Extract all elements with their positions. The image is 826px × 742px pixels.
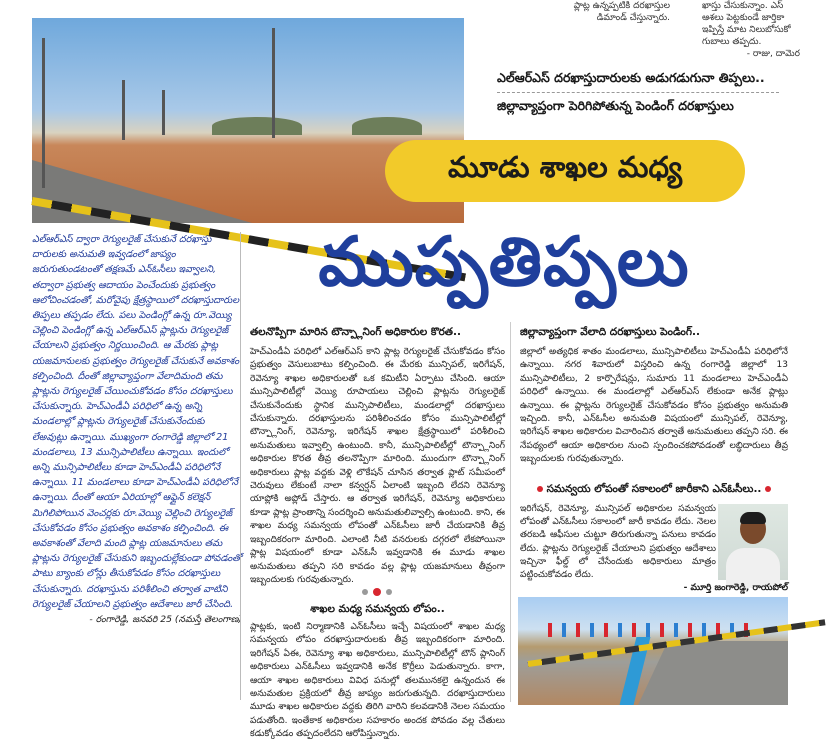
- left-column: [32, 232, 242, 698]
- mid-subhead: శాఖల మధ్య సమన్వయ లోపం..: [310, 603, 445, 615]
- top-right-line: ఆశలు పెట్టకుండే జార్తికా: [702, 13, 785, 23]
- column-divider: [240, 232, 241, 700]
- column-divider: [510, 322, 511, 702]
- main-headline: ముప్పతిప్పలు: [318, 222, 690, 302]
- venture-road-photo: [518, 597, 788, 705]
- top-center-line: ప్లాట్ల ఉన్నప్పటికి దరఖాస్తుల: [573, 1, 670, 11]
- top-right-line: ఖాస్తు చేసుకున్నాం. ఎస్: [702, 1, 784, 11]
- top-center-line: డిమాండ్ చేస్తున్నారు.: [596, 13, 670, 23]
- top-right-line: గుబాలు తప్పదు.: [702, 37, 762, 47]
- dot: [386, 589, 392, 595]
- subhead-line-2: జిల్లావ్యాప్తంగా పెరిగిపోతున్న పెండింగ్ దరఖాస్తులు: [497, 98, 734, 113]
- left-column-text: ఎల్ఆర్ఎస్ ద్వారా రెగ్యులరైజ్ చేసుకునే దరఖాస్తు దారులకు అనుమతి ఇవ్వడంలో జాప్యం జరుగుతుండటంతో తక్షణమే ఎన్ఓసీలు ఇవ్వాలని, తద్వారా ప్రభుత్వ ఆదాయం పెంచేందుకు ప్రభుత్వం ఆలోచించడంతో, మరోవైపు క్షేత్రస్థాయిలో దరఖాస్తుదారుల తిప్పలు తప్పడం లేదు. పలు పెండింగ్లో ఉన్న రూ.వెయ్యి చెల్లించి పెండింగ్లో ఉన్న ఎల్ఆర్ఎస్ ప్లాట్లను రెగ్యులరైజ్ చేయాలని ప్రభుత్వం నిర్ణయించింది. ఆ మేరకు ప్లాట్ల యజమానులకు ప్రభుత్వం రెగ్యులరైజ్ చేసుకునే అవకాశం కల్పించింది. దీంతో జిల్లావ్యాప్తంగా వేలాదిమంది తమ ప్లాట్లను రెగ్యులరైజ్ చేయించుకోవడం కోసం దరఖాస్తులు చేసుకున్నారు. హెచ్ఎండీఏ పరిధిలో ఉన్న అన్ని మండలాల్లో ప్లాట్లను రెగ్యులరైజ్ చేసుకునేందుకు లేఅవుట్లు ఉన్నాయి. ముఖ్యంగా రంగారెడ్డి జిల్లాలో 21 మండలాలు, 13 మున్సిపాలిటీలు ఉన్నాయి. ఇందులో అన్ని మున్సిపాలిటీలు కూడా హెచ్ఎండీఏ పరిధిలోనే ఉన్నాయి. 11 మండలాలు కూడా హెచ్ఎండీఏ పరిధిలోనే ఉన్నాయి. దీంతో ఆయా ఏరియాల్లో ఆఫ్లైన్ కలెక్షన్ మిగిలిపోయిన వెంచర్లకు రూ.వెయ్యి చెల్లించి రెగ్యులరైజ్ చేసుకోవడం కోసం ప్రభుత్వం అవకాశం కల్పించింది. ఈ అవకాశంతో వేలాది మంది ప్లాట్ల యజమానులు తమ ప్లాట్లను రెగ్యులరైజ్ చేసుకుని ఇబ్బందుల్లేకుండా పోవడంతో పాటు బ్యాంకు లోన్లు తీసుకోవడం కోసం దరఖాస్తులు చేసుకున్నారు. దరఖాస్తును పరిశీలించి తర్వాత వాటిని రెగ్యులరైజ్ చేయాలని ప్రభుత్వం ఆదేశాలు జారీ చేసింది.: [32, 234, 242, 610]
- section-dots: [362, 587, 402, 597]
- mid-body-2: ప్లాట్లకు, ఇంటి నిర్మాణానికి ఎన్ఓసీలు ఇచ్చే విషయంలో శాఖల మధ్య సమన్వయ లోపం దరఖాస్తుదారులకు తీవ్ర ఇబ్బందికరంగా మారింది. ఇరిగేషన్ ఏఈ, రెవెన్యూ శాఖ అధికారులు, మున్సిపాలిటీల్లో టౌన్ ప్లానింగ్ అధికారులు ఎన్ఓసీలు ఇవ్వడానికి అనేక కొర్రీలు పెడుతున్నారు. కాగా, ఆయా శాఖల అధికారులు వివిధ పనుల్లో తలమునకలై ఉన్నందున ఈ అనుమతుల ప్రక్రియలో తీవ్ర జాప్యం జరుగుతున్నది. దరఖాస్తుదారులు మూడు శాఖల అధికారుల వద్దకు తిరిగి వారిని కలవడానికి నెలల సమయం పడుతోంది. ఇంతేకాక అధికారుల సహకారం అందక పోవడం వల్ల చేతులు కడుక్కోవడం తప్పదంలేదని ఆరోపిస్తున్నారు.: [250, 622, 505, 740]
- right-body-2: ఇరిగేషన్, రెవెన్యూ, మున్సిపల్ అధికారుల సమన్వయ లోపంతో ఎన్ఓసీలు సకాలంలో జారీ కావడం లేదు. నెలల తరబడి ఆఫీసుల చుట్టూ తిరుగుతున్నా పనులు కావడం లేదు. ప్లాట్లను రెగ్యులరైజ్ చేయాలని ప్రభుత్వం ఆదేశాలు ఇచ్చినా ఫీల్డ్ లో చేసేందుకు అధికారులు మాత్రం పట్టించుకోవడం లేదు.: [520, 504, 716, 581]
- subhead-line-1: ఎల్ఆర్ఎస్ దరఖాస్తుదారులకు అడుగడుగునా తిప్పలు..: [497, 70, 765, 85]
- top-right-line: ఇప్పిస్తే మాట నిలుబోసుకో: [702, 25, 791, 35]
- subhead-divider: [497, 92, 779, 93]
- mid-body: హెచ్ఎండీఏ పరిధిలో ఎల్ఆర్ఎస్ కాని ప్లాట్ల రెగ్యులరైజ్ చేసుకోవడం కోసం ప్రభుత్వం వెసులుబాటు కల్పించింది. ఈ మేరకు మున్సిపల్, ఇరిగేషన్, రెవెన్యూ శాఖల అధికారులతో ఒక కమిటీని ఏర్పాటు చేసింది. ఆయా మున్సిపాలిటీల్లో వెయ్యి రూపాయలు చెల్లించి ప్లాట్లను రెగ్యులరైజ్ చేసుకునేందుకు స్థానిక మున్సిపాలిటీలు, మండలాల్లో దరఖాస్తులు చేసుకున్నారు. దరఖాస్తులను పరిశీలించడం కోసం మున్సిపాలిటీల్లో టౌన్ప్లానింగ్, రెవెన్యూ, ఇరిగేషన్ శాఖల క్షేత్రస్థాయిలో పరిశీలించి అనుమతులు ఇవ్వాల్సి ఉంటుంది. కానీ, మున్సిపాలిటీల్లో టౌన్ప్లానింగ్ అధికారుల కొరత తీవ్ర తలనొప్పిగా మారింది. ముందుగా టౌన్ప్లానింగ్ అధికారులు ప్లాట్ల వద్దకు వెళ్లి లొకేషన్ చూసిన తర్వాత ప్లాట్ సమీపంలో చెరువులు లేకుంటే నాలా కన్వర్షన్ ఏలాంటి ఇబ్బంది లేదని రెవెన్యూ యాప్లోకి అప్లోడ్ చేస్తారు. ఆ తర్వాత ఇరిగేషన్, రెవెన్యూ అధికారులు కూడా ప్లాట్ల ప్రాంతాన్ని సందర్శించి అనుమతులివ్వాల్సి ఉంటుంది. కాని, ఈ శాఖల మధ్య సమన్వయ లోపంతో ఎన్ఓసీలు జారీ చేయడానికి తీవ్ర ఇబ్బందికరంగా మారింది. ఎలాంటి నీటి వనరులకు దగ్గరలో లేకపోయినా ప్లాట్ల విషయంలో కూడా ఎన్ఓసీ ఇవ్వడానికి ఈ మూడు శాఖల అనుమతులు తప్పని సరి కావడం వల్ల ప్లాట్ల యజమానులు తీవ్రంగా ఇబ్బందులకు గురవుతున్నారు.: [250, 347, 505, 585]
- right-subhead: సమన్వయ లోపంతో సకాలంలో జారీకాని ఎన్ఓసీలు..: [520, 483, 788, 498]
- top-right-fragment: [702, 0, 800, 60]
- left-column-dateline: - రంగారెడ్డి, జనవరి 25 (నమస్తే తెలంగాణ): [89, 614, 242, 626]
- headline-banner: మూడు శాఖల మధ్య: [385, 140, 745, 202]
- top-center-fragment: [560, 0, 670, 24]
- right-body: జిల్లాలో అత్యధిక శాతం మండలాలు, మున్సిపాలిటీలు హెచ్ఎండీఏ పరిధిలోనే ఉన్నాయి. నగర శివారులో విస్తరించి ఉన్న రంగారెడ్డి జిల్లాలో 13 మున్సిపాలిటీలు, 2 కార్పొరేషన్లు, సుమారు 11 మండలాలు హెచ్ఎండీఏ పరిధిలో ఉన్నాయి. ఈ మండలాల్లో ఎల్ఆర్ఎస్ లేకుండా అనేక ప్లాట్లు ఉన్నాయి. ఈ ప్లాట్లను రెగ్యులరైజ్ చేసుకోవడం కోసం ప్రభుత్వం అనుమతి ఇచ్చింది. కానీ, ఎన్ఓసీల అనుమతి విషయంలో మున్సిపల్, రెవెన్యూ, ఇరిగేషన్ శాఖల అధికారుల విచారించిన తర్వాతే అనుమతులు తప్పని సరి. ఈ నేపథ్యంలో ఆయా అధికారుల నుంచి స్పందించకపోవడంతో లబ్ధిదారులు తీవ్ర ఇబ్బందులకు గురవుతున్నారు.: [520, 347, 788, 465]
- portrait-caption: - మూర్తి జంగారెడ్డి, రాయపోల్: [683, 583, 788, 593]
- right-kicker: జిల్లావ్యాప్తంగా వేలాది దరఖాస్తులు పెండింగ్..: [520, 326, 700, 338]
- top-right-sign: - రాజు, దామెర: [746, 49, 800, 59]
- quote-portrait: [718, 504, 788, 580]
- mid-kicker: తలనొప్పిగా మారిన టౌన్ప్లానింగ్ అధికారుల కొరత..: [250, 326, 461, 338]
- dot: [373, 588, 381, 596]
- dot: [362, 589, 368, 595]
